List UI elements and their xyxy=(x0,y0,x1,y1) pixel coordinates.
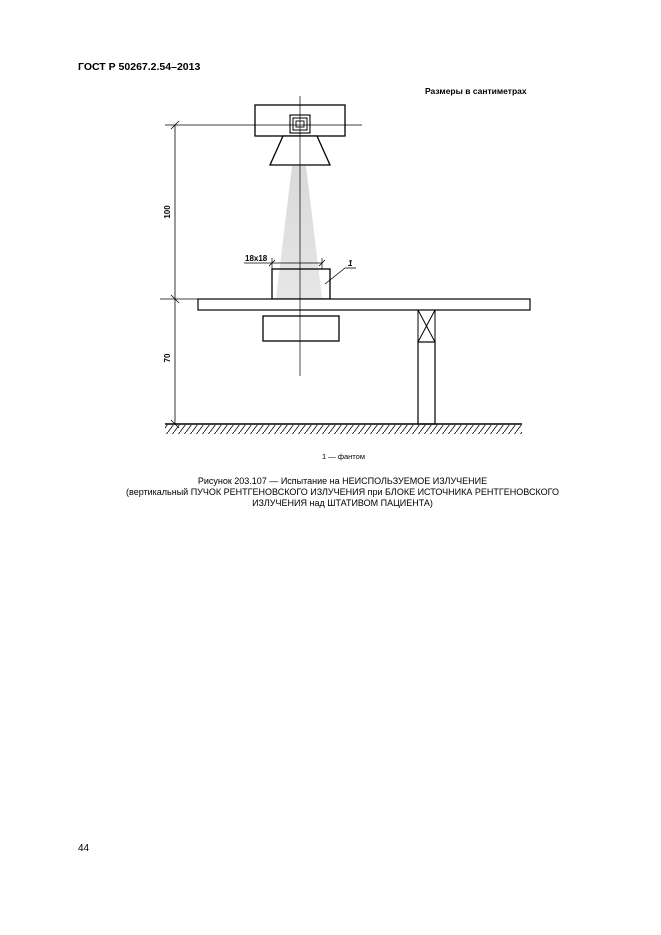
floor-hatch xyxy=(165,425,522,434)
units-note: Размеры в сантиметрах xyxy=(425,86,527,96)
figure-legend xyxy=(0,452,661,461)
callout-label: 1 xyxy=(348,259,353,268)
patient-table xyxy=(198,299,530,310)
image-receptor xyxy=(263,316,339,341)
table-support xyxy=(418,342,435,424)
document-header: ГОСТ Р 50267.2.54–2013 xyxy=(78,61,201,73)
dimension-70: 70 xyxy=(163,353,172,363)
xray-beam xyxy=(276,166,322,298)
dimension-field-size: 18x18 xyxy=(245,254,268,263)
figure-caption xyxy=(70,476,615,509)
dimension-100: 100 xyxy=(163,205,172,219)
legend-item: 1 — фантом xyxy=(321,452,365,461)
page-number: 44 xyxy=(78,843,90,854)
caption-line-3: ИЗЛУЧЕНИЯ над ШТАТИВОМ ПАЦИЕНТА) xyxy=(252,498,433,508)
caption-line-1: Рисунок 203.107 — Испытание на НЕИСПОЛЬЗУЕМОЕ ИЗЛУЧЕНИЕ xyxy=(197,476,488,486)
caption-line-2: (вертикальный ПУЧОК РЕНТГЕНОВСКОГО ИЗЛУЧЕНИЯ при БЛОКЕ ИСТОЧНИКА РЕНТГЕНОВСКОГО xyxy=(126,487,559,497)
